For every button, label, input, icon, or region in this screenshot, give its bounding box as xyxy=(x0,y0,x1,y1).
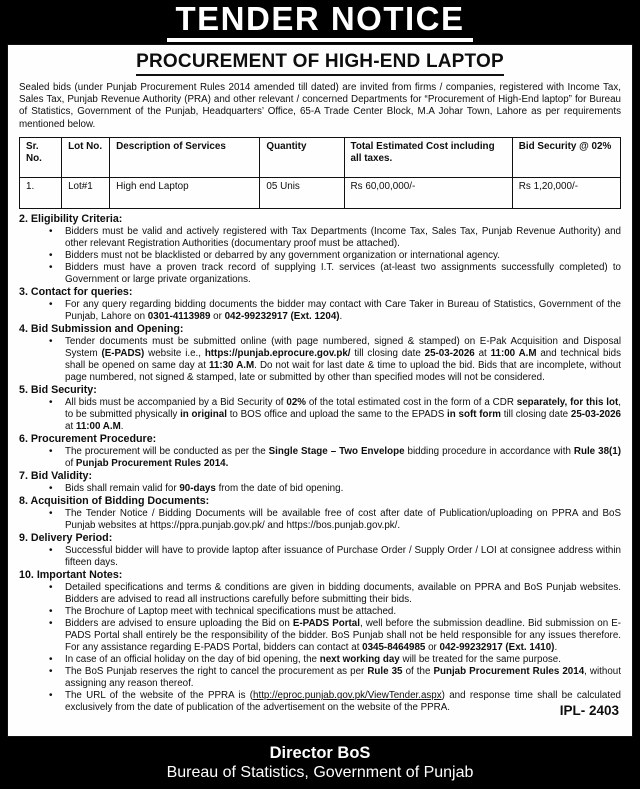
notice-sheet xyxy=(7,44,633,737)
section-heading-delivery-period: 9. Delivery Period: xyxy=(19,532,113,545)
section-bullets-eligibility-criteria xyxy=(43,226,621,286)
page-header xyxy=(0,0,640,44)
advertisement-ref: IPL- 2403 xyxy=(559,703,619,719)
table-cell: 05 Unis xyxy=(260,177,344,209)
bullet-item: • Bidders must not be blacklisted or debarred by any government organization or international agency. xyxy=(43,250,621,262)
table-col-header: Quantity xyxy=(260,137,344,177)
signatory-title: Director BoS xyxy=(269,744,371,762)
section-bullets-acquisition-of-bidding-documents xyxy=(43,508,621,532)
section-bullets-important-notes xyxy=(43,582,621,714)
section-heading-bid-submission-and-opening: 4. Bid Submission and Opening: xyxy=(19,323,184,336)
table-col-header: Bid Security @ 02% xyxy=(512,137,620,177)
section-heading-important-notes: 10. Important Notes: xyxy=(19,569,123,582)
lots-table-body xyxy=(20,177,621,209)
section-heading-contact-for-queries: 3. Contact for queries: xyxy=(19,286,133,299)
notice-subtitle: PROCUREMENT OF HIGH-END LAPTOP xyxy=(136,51,504,76)
bullet-item: • The URL of the website of the PPRA is (http://eproc.punjab.gov.pk/ViewTender.aspx) and response time shall be calculated exclusively from the date of publication of the advertisement on the website of the PPRA. xyxy=(43,690,621,714)
table-cell: Rs 1,20,000/- xyxy=(512,177,620,209)
bullet-item: • Bids shall remain valid for 90-days from the date of bid opening. xyxy=(43,483,621,495)
page-title: TENDER NOTICE xyxy=(167,2,472,42)
section-heading-bid-validity: 7. Bid Validity: xyxy=(19,470,93,483)
bullet-item: • All bids must be accompanied by a Bid Security of 02% of the total estimated cost in the form of a CDR separately, for this lot, to be submitted physically in original to BOS office and upload the same to the EPADS in soft form till closing date 25-03-2026 at 11:00 A.M. xyxy=(43,397,621,433)
table-cell: Rs 60,00,000/- xyxy=(344,177,512,209)
bullet-item: • Tender documents must be submitted online (with page numbered, signed & stamped) on E-Pak Acquisition and Disposal System (E-PADS) website i.e., https://punjab.eprocure.gov.pk/ till closing date 25-03-2026 at 11:00 A.M and technical bids shall be opened on same day at 11:30 A.M. Do not wait for last date & time to upload the bid. Bids that are incomplete, without page numbered, not signed & stamped, late or submitted by other than specified modes will not be considered. xyxy=(43,336,621,384)
section-heading-eligibility-criteria: 2. Eligibility Criteria: xyxy=(19,213,123,226)
table-col-header: Description of Services xyxy=(110,137,260,177)
section-heading-procurement-procedure: 6. Procurement Procedure: xyxy=(19,433,157,446)
section-bullets-bid-security xyxy=(43,397,621,433)
bullet-item: • In case of an official holiday on the day of bid opening, the next working day will be treated for the same purpose. xyxy=(43,654,621,666)
section-heading-acquisition-of-bidding-documents: 8. Acquisition of Bidding Documents: xyxy=(19,495,210,508)
table-col-header: Lot No. xyxy=(62,137,110,177)
table-header-row xyxy=(20,137,621,177)
bullet-item: • The procurement will be conducted as per the Single Stage – Two Envelope bidding procedure in accordance with Rule 38(1) of Punjab Procurement Rules 2014. xyxy=(43,446,621,470)
section-heading-bid-security: 5. Bid Security: xyxy=(19,384,97,397)
table-row xyxy=(20,177,621,209)
table-col-header: Total Estimated Cost including all taxes. xyxy=(344,137,512,177)
notice-subtitle-row xyxy=(19,51,621,76)
bullet-item: • The BoS Punjab reserves the right to cancel the procurement as per Rule 35 of the Punjab Procurement Rules 2014, without assigning any reason thereof. xyxy=(43,666,621,690)
bullet-item: • Bidders must have a proven track record of supplying I.T. services (at-least two assignments successfully completed) to Government or large private organizations. xyxy=(43,262,621,286)
table-cell: High end Laptop xyxy=(110,177,260,209)
bullet-item: • For any query regarding bidding documents the bidder may contact with Care Taker in Bureau of Statistics, Government of the Punjab, Lahore on 0301-4113989 or 042-99232917 (Ext. 1204). xyxy=(43,299,621,323)
bullet-item: • Successful bidder will have to provide laptop after issuance of Purchase Order / Supply Order / LOI at consignee address within fifteen days. xyxy=(43,545,621,569)
page-footer xyxy=(0,737,640,789)
table-cell: 1. xyxy=(20,177,62,209)
signatory-org: Bureau of Statistics, Government of Punjab xyxy=(166,764,474,781)
bullet-item: • The Tender Notice / Bidding Documents will be available free of cost after date of Publication/uploading on PPRA and BoS Punjab websites at https://ppra.punjab.gov.pk/ and https://bos.punjab.gov.pk/. xyxy=(43,508,621,532)
lots-table-head xyxy=(20,137,621,177)
section-bullets-contact-for-queries xyxy=(43,299,621,323)
lots-table xyxy=(19,137,621,210)
table-col-header: Sr. No. xyxy=(20,137,62,177)
section-bullets-bid-submission-and-opening xyxy=(43,336,621,384)
table-cell: Lot#1 xyxy=(62,177,110,209)
section-bullets-delivery-period xyxy=(43,545,621,569)
section-bullets-bid-validity xyxy=(43,483,621,495)
bullet-item: • Detailed specifications and terms & conditions are given in bidding documents, available on PPRA and BoS Punjab websites. Bidders are advised to read all instructions carefully before submitting their bids. xyxy=(43,582,621,606)
bullet-item: • Bidders must be valid and actively registered with Tax Departments (Income Tax, Sales Tax, Punjab Revenue Authority) and other relevant Registration Authorities (documentary proof must be attached). xyxy=(43,226,621,250)
intro-paragraph: Sealed bids (under Punjab Procurement Rules 2014 amended till dated) are invited from firms / companies, registered with Income Tax, Sales Tax, Punjab Revenue Authority (PRA) and other relevant / concerned Departments for “Procurement of High-End laptop” for Bureau of Statistics, Government of the Punjab, Headquarters’ Office, 65-A Trade Center Block, M.A Johar Town, Lahore as per requirements mentioned below. xyxy=(19,82,621,130)
sections-container xyxy=(19,213,621,714)
section-bullets-procurement-procedure xyxy=(43,446,621,470)
bullet-item: • The Brochure of Laptop meet with technical specifications must be attached. xyxy=(43,606,621,618)
bullet-item: • Bidders are advised to ensure uploading the Bid on E-PADS Portal, well before the submission deadline. Bid submission on E-PADS Portal shall entirely be the responsibility of the bidder. BoS Punjab shall not be held responsible for any issues therefore. For any assistance regarding E-PADS Portal, bidders can contact at 0345-8464985 or 042-99232917 (Ext. 1410). xyxy=(43,618,621,654)
